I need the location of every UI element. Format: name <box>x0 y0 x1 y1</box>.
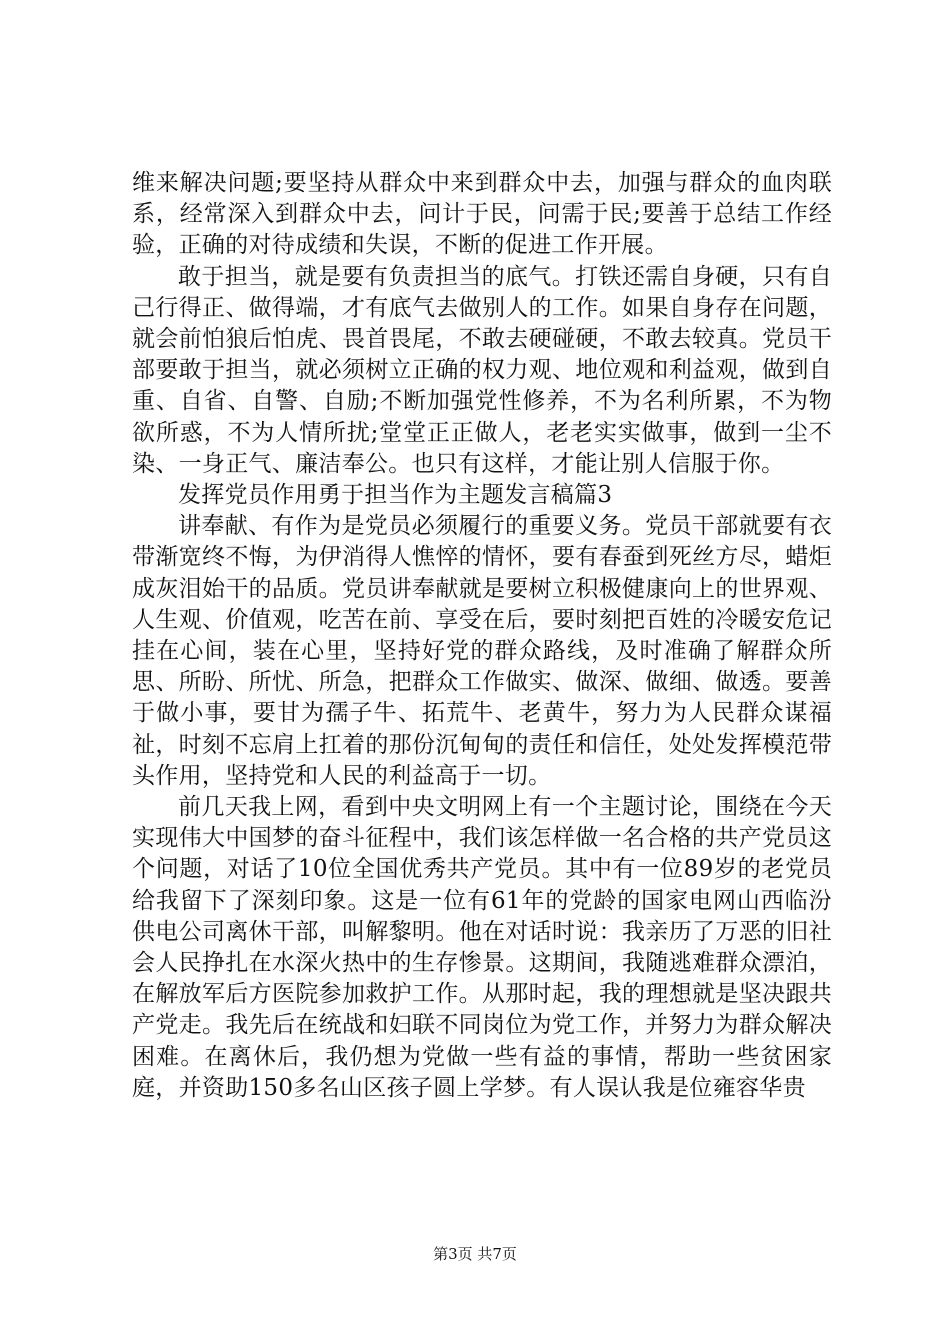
paragraph-4: 前几天我上网，看到中央文明网上有一个主题讨论，围绕在今天实现伟大中国梦的奋斗征程中，我们该怎样做一名合格的共产党员这个问题，对话了10位全国优秀共产党员。其中有一位89岁的老党员给我留下了深刻印象。这是一位有61年的党龄的国家电网山西临汾供电公司离休干部，叫解黎明。他在对话时说：我亲历了万恶的旧社会人民挣扎在水深火热中的生存惨景。这期间，我随逃难群众漂泊，在解放军后方医院参加救护工作。从那时起，我的理想就是坚决跟共产党走。我先后在统战和妇联不同岗位为党工作，并努力为群众解决困难。在离休后，我仍想为党做一些有益的事情，帮助一些贫困家庭，并资助150多名山区孩子圆上学梦。有人误认我是位雍容华贵 <box>132 794 832 1101</box>
paragraph-2: 敢于担当，就是要有负责担当的底气。打铁还需自身硬，只有自己行得正、做得端，才有底气去做别人的工作。如果自身存在问题，就会前怕狼后怕虎、畏首畏尾，不敢去硬碰硬，不敢去较真。党员干部要敢于担当，就必须树立正确的权力观、地位观和利益观，做到自重、自省、自警、自励;不断加强党性修养，不为名利所累，不为物欲所惑，不为人情所扰;堂堂正正做人，老老实实做事，做到一尘不染、一身正气、廉洁奉公。也只有这样，才能让别人信服于你。 <box>132 263 832 477</box>
paragraph-3: 讲奉献、有作为是党员必须履行的重要义务。党员干部就要有衣带渐宽终不悔，为伊消得人憔悴的情怀，要有春蚕到死丝方尽，蜡炬成灰泪始干的品质。党员讲奉献就是要树立积极健康向上的世界观、人生观、价值观，吃苦在前、享受在后，要时刻把百姓的冷暖安危记挂在心间，装在心里，坚持好党的群众路线，及时准确了解群众所思、所盼、所忧、所急，把群众工作做实、做深、做细、做透。要善于做小事，要甘为孺子牛、拓荒牛、老黄牛，努力为人民群众谋福祉，时刻不忘肩上扛着的那份沉甸甸的责任和信任，处处发挥模范带头作用，坚持党和人民的利益高于一切。 <box>132 513 832 789</box>
page-footer: 第3页 共7页 <box>433 1245 517 1263</box>
document-body <box>132 168 832 1104</box>
paragraph-1: 维来解决问题;要坚持从群众中来到群众中去，加强与群众的血肉联系，经常深入到群众中去，问计于民，问需于民;要善于总结工作经验，正确的对待成绩和失误，不断的促进工作开展。 <box>132 170 832 259</box>
section-heading: 发挥党员作用勇于担当作为主题发言稿篇3 <box>178 482 613 509</box>
